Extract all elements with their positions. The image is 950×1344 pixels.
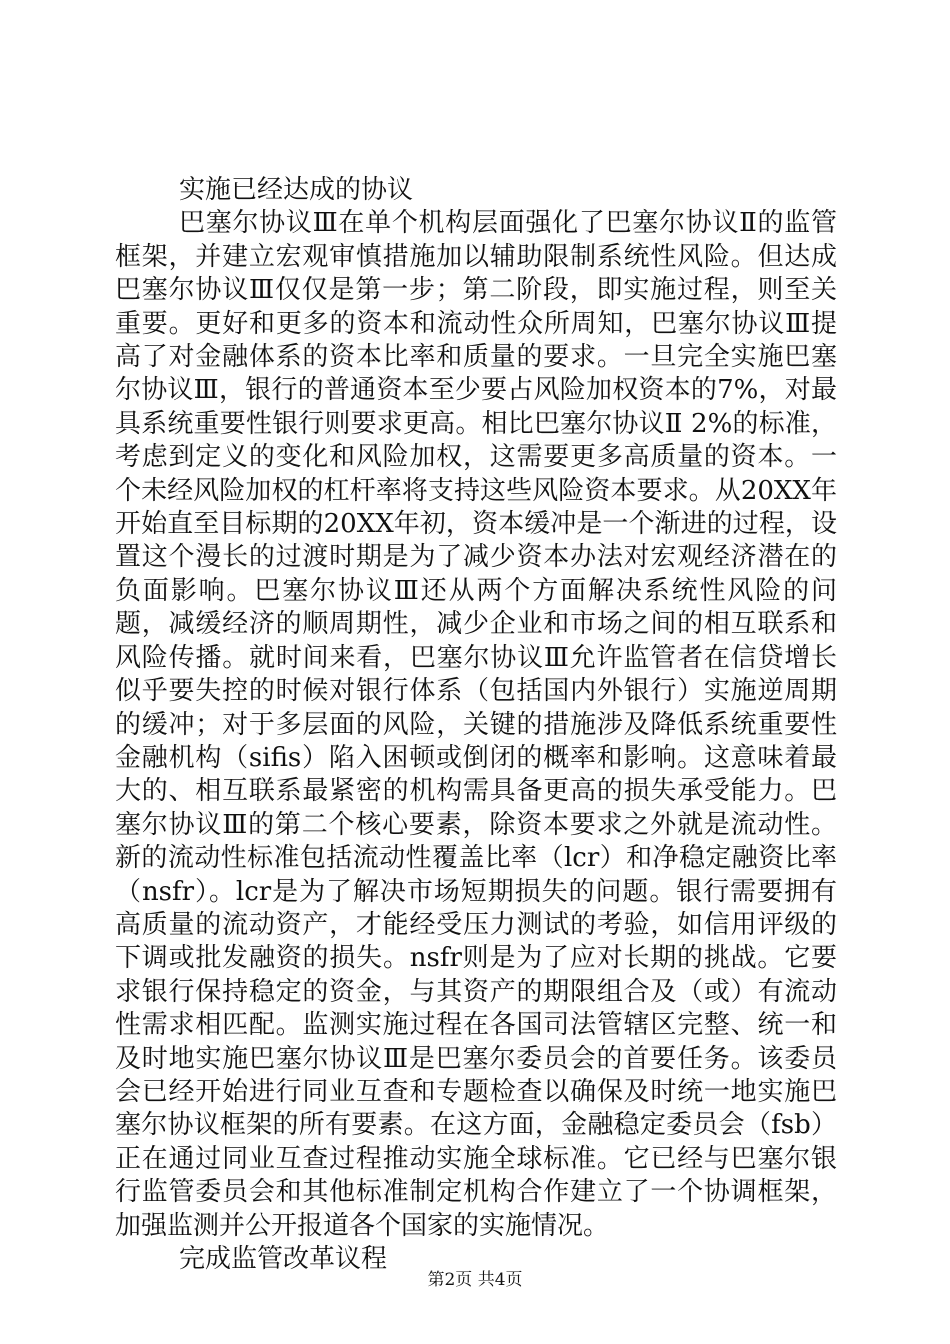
page-footer: 第2页 共4页 (427, 1270, 523, 1290)
section-heading-reform-agenda: 完成监管改革议程 (179, 1244, 388, 1274)
section-heading-implementation: 实施已经达成的协议 (179, 175, 414, 205)
body-paragraph: 巴塞尔协议Ⅲ在单个机构层面强化了巴塞尔协议Ⅱ的监管框架，并建立宏观审慎措施加以辅助限制系统性风险。但达成巴塞尔协议Ⅲ仅仅是第一步；第二阶段，即实施过程，则至关重要。更好和更多的资本和流动性众所周知，巴塞尔协议Ⅲ提高了对金融体系的资本比率和质量的要求。一旦完全实施巴塞尔协议Ⅲ，银行的普通资本至少要占风险加权资本的7%，对最具系统重要性银行则要求更高。相比巴塞尔协议Ⅱ 2%的标准，考虑到定义的变化和风险加权，这需要更多高质量的资本。一个未经风险加权的杠杆率将支持这些风险资本要求。从20XX年开始直至目标期的20XX年初，资本缓冲是一个渐进的过程，设置这个漫长的过渡时期是为了减少资本办法对宏观经济潜在的负面影响。巴塞尔协议Ⅲ还从两个方面解决系统性风险的问题，减缓经济的顺周期性，减少企业和市场之间的相互联系和风险传播。就时间来看，巴塞尔协议Ⅲ允许监管者在信贷增长似乎要失控的时候对银行体系（包括国内外银行）实施逆周期的缓冲；对于多层面的风险，关键的措施涉及降低系统重要性金融机构（sifis）陷入困顿或倒闭的概率和影响。这意味着最大的、相互联系最紧密的机构需具备更高的损失承受能力。巴塞尔协议Ⅲ的第二个核心要素，除资本要求之外就是流动性。新的流动性标准包括流动性覆盖比率（lcr）和净稳定融资比率（nsfr）。lcr是为了解决市场短期损失的问题。银行需要拥有高质量的流动资产，才能经受压力测试的考验，如信用评级的下调或批发融资的损失。nsfr则是为了应对长期的挑战。它要求银行保持稳定的资金，与其资产的期限组合及（或）有流动性需求相匹配。监测实施过程在各国司法管辖区完整、统一和及时地实施巴塞尔协议Ⅲ是巴塞尔委员会的首要任务。该委员会已经开始进行同业互查和专题检查以确保及时统一地实施巴塞尔协议框架的所有要素。在这方面，金融稳定委员会（fsb）正在通过同业互查过程推动实施全球标准。它已经与巴塞尔银行监管委员会和其他标准制定机构合作建立了一个协调框架，加强监测并公开报道各个国家的实施情况。 (115, 208, 837, 1241)
document-content (115, 174, 837, 1276)
